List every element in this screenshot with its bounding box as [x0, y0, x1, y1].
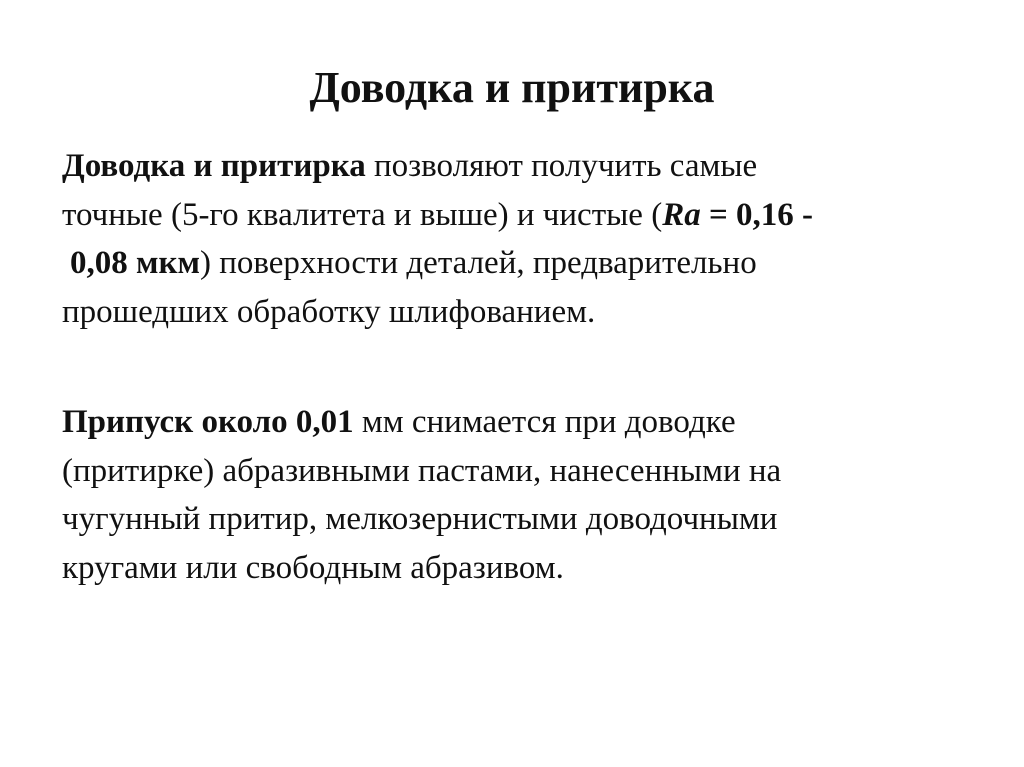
- body-text: кругами или свободным абразивом.: [62, 549, 564, 586]
- body-text: ) поверхности деталей, предварительно: [199, 245, 757, 281]
- body-text: (притирке) абразивными пастами, нанесенными на: [62, 452, 782, 489]
- paragraph-allowance: [62, 398, 982, 592]
- paragraph-line: [62, 142, 982, 191]
- paragraph-line: [62, 447, 982, 496]
- paragraph-finishing-lapping: [62, 142, 982, 336]
- paragraph-line: [62, 495, 982, 544]
- body-text: точные (5-го квалитета и выше) и чистые (: [62, 196, 663, 233]
- body-text: позволяют получить самые: [365, 148, 758, 184]
- paragraph-line: [62, 288, 982, 337]
- roughness-value-end: 0,08 мкм: [70, 245, 200, 281]
- body-text: прошедших обработку шлифованием.: [62, 293, 596, 330]
- paragraph-line: [62, 398, 982, 447]
- roughness-symbol: Ra: [662, 196, 701, 233]
- roughness-value-start: = 0,16 -: [700, 196, 813, 233]
- term-bold: Доводка и притирка: [62, 148, 366, 184]
- slide-title: Доводка и притирка: [309, 63, 715, 112]
- paragraph-line: [62, 544, 982, 593]
- body-text: чугунный притир, мелкозернистыми доводочными: [62, 501, 778, 537]
- body-text: мм снимается при доводке: [353, 404, 736, 440]
- allowance-bold: Припуск около 0,01: [62, 404, 354, 440]
- paragraph-line: [62, 239, 982, 288]
- paragraph-line: [62, 191, 982, 240]
